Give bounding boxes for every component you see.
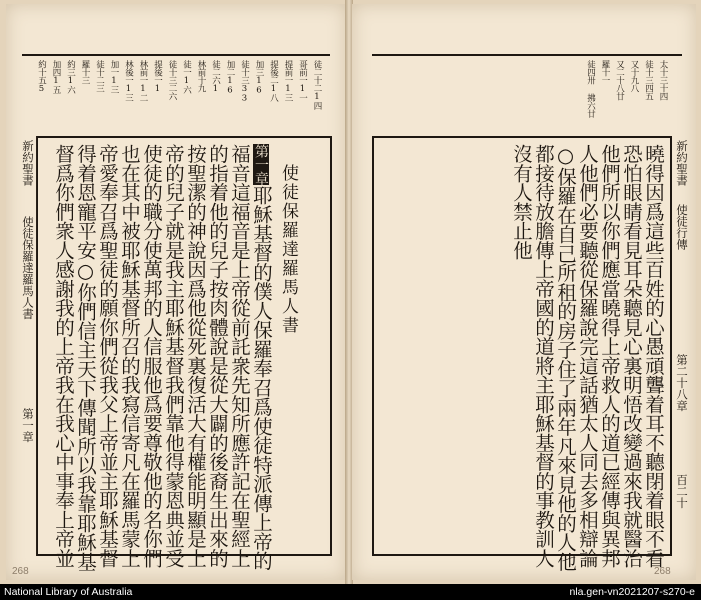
running-title: 新約聖書 [675,140,689,186]
cross-reference: 又二十八廿 [614,60,625,100]
cross-reference: 徒十三四五 [643,60,654,100]
cross-reference: 加一1三 [109,60,119,94]
text-column: 按聖潔的神說因爲他從死裏復活大有權能明顯是上 [184,144,207,568]
right-page [352,4,696,580]
running-chapter: 第二十八章 [675,354,689,412]
left-page [6,4,346,580]
chapter-marker: 第一章 [253,144,269,186]
cross-reference: 徒二十二1四 [312,60,322,110]
cross-reference: 徒二六1 [210,60,221,94]
text-column: ○保羅在自己所租的房子住了兩年凡來見他的人他 [554,144,577,571]
cross-reference: 哥前一1一 [297,60,308,102]
text-column: 人他們必要聽從保羅說完這話猶太人同去多相辯論 [576,144,599,568]
running-book-name: 使徒行傳 [675,204,689,250]
cross-reference: 提前一1三 [283,60,293,102]
running-book-name: 使徒保羅達羅馬人書 [21,216,35,320]
text-column: 沒有人禁止他 [510,144,533,260]
text-column: 使徒的職分使萬邦的人信服他爲要尊敬他的名你們 [140,144,163,568]
cross-reference: 加二16 [225,60,235,95]
item-identifier: nla.gen-vn2021207-s270-e [569,586,695,598]
cross-reference: 林前十九 [196,60,206,92]
text-column [250,144,272,570]
cross-reference: 林前一1二 [138,60,148,102]
page-number: 百二十 [675,474,689,509]
text-column: 的指着他的兒子按肉體說是從大闢的後裔生出來的 [206,144,229,568]
top-rule [372,54,682,56]
cross-reference: 羅十一 [600,60,610,84]
text-column: 督爲你們衆人感謝我的上帝我在我心中事奉上帝並 [52,144,75,568]
library-name: National Library of Australia [4,586,133,598]
text-column: 恐怕眼睛看見耳朵聽見心裏明悟改變過來我就醫治 [620,144,643,568]
cross-reference: 徒四卅 拂六廿 [585,60,596,118]
text-column: 帝愛奉召爲聖徒的願你們從我父上帝並主耶穌基督 [96,144,119,568]
cross-reference: 約十五5 [36,60,47,94]
text-column: 得着恩寵平安○你們信主天下傳聞所以我靠耶穌基 [74,144,97,571]
verse-text: 耶穌基督的僕人保羅奉召爲使徒特派傳上帝的 [250,185,273,571]
cross-reference: 徒十二三 [94,60,105,92]
cross-reference: 林後一1三 [123,60,134,102]
book-heading: 使徒保羅達羅馬人書 [278,164,298,335]
footer-bar [0,584,701,600]
text-column: 帝的兒子就是我主耶穌基督我們靠他得蒙恩典並受 [162,144,185,568]
cross-reference: 羅十三 [80,60,90,84]
cross-reference: 徒十三二六 [167,60,177,100]
cross-reference: 提後二1八 [268,60,279,102]
text-column: 都接待放膽傳上帝國的道將主耶穌基督的事教訓人 [532,144,555,568]
cross-reference: 加三16 [254,60,264,95]
margin-rule [36,136,37,556]
cross-reference: 徒十三33 [239,60,250,103]
running-title: 新約聖書 [21,140,35,186]
cross-reference: 約三1六 [65,60,76,94]
text-column: 曉得因爲這些百姓的心愚頑聾着耳不聽閉着眼不看 [642,144,665,568]
text-column: 也在其中被耶穌基督所召的我寫信寄凡在羅馬蒙上 [118,144,141,568]
top-rule [22,54,330,56]
running-chapter: 第一章 [21,408,35,443]
text-column: 他們所以你們應當曉得上帝救人的道已經傳與異邦 [598,144,621,568]
cross-reference: 又十九八 [629,60,639,92]
cross-reference: 太十三十四 [658,60,668,100]
cross-reference: 加四1五 [51,60,61,94]
pencil-note-right: 268 [654,566,671,577]
cross-reference: 提後一1 [152,60,163,94]
cross-reference: 徒一1六 [181,60,192,94]
pencil-note-left: 268 [12,566,29,577]
text-column: 福音這福音是上帝從前託衆先知所應許記在聖經上 [228,144,251,568]
